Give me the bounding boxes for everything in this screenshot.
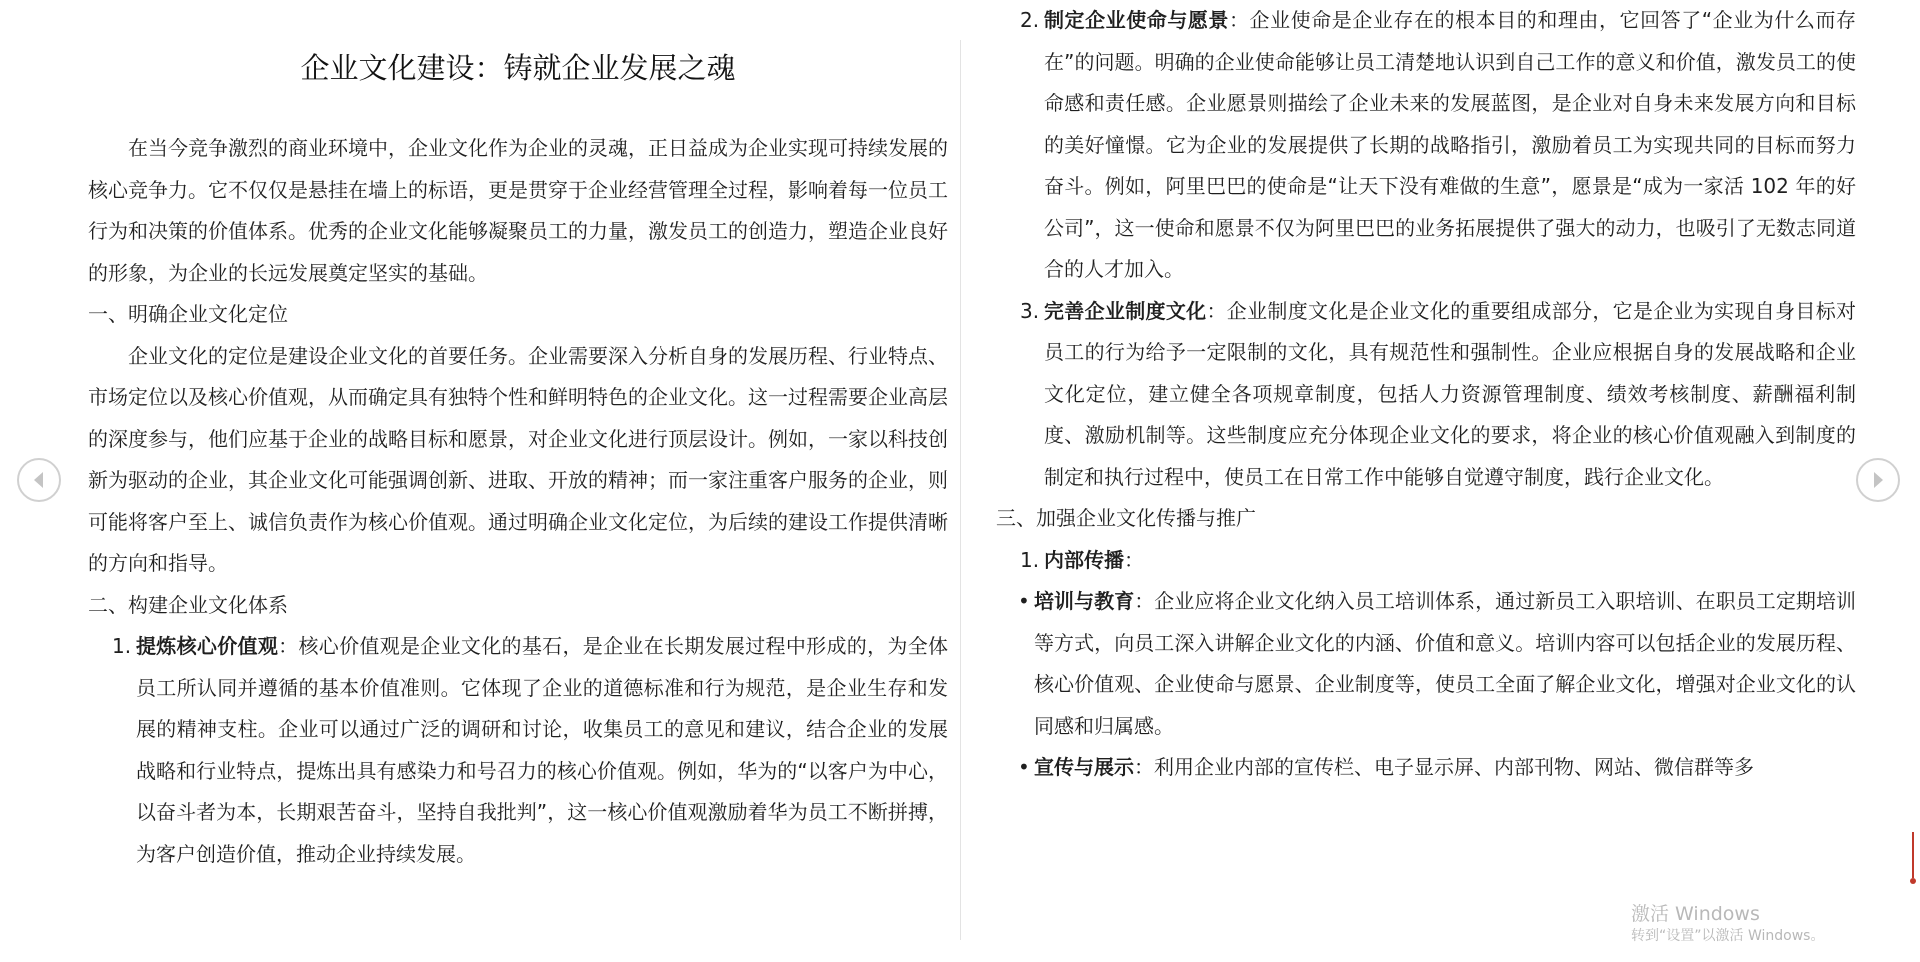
section-heading-2: 二、构建企业文化体系 [88, 592, 288, 617]
list-item-label: 制定企业使命与愿景 [1044, 8, 1229, 32]
chevron-left-icon [31, 470, 47, 490]
bullet-item-promotion [996, 747, 1856, 789]
section-heading-3: 三、加强企业文化传播与推广 [996, 506, 1256, 530]
list-item-number: 2. [1020, 8, 1040, 32]
list-item-label: 完善企业制度文化 [1044, 298, 1207, 323]
page-divider [960, 40, 961, 940]
bullet-label: 宣传与展示 [1034, 755, 1134, 779]
right-page [996, 0, 1856, 789]
bullet-dot: • [1018, 755, 1030, 779]
bullet-dot: • [1018, 589, 1030, 613]
thermometer-icon [1910, 832, 1916, 886]
activation-subtitle: 转到“设置”以激活 Windows。 [1631, 928, 1825, 944]
list-item-text: ： [1124, 547, 1144, 572]
next-page-button[interactable] [1856, 458, 1900, 502]
left-page [88, 0, 948, 875]
list-item-number: 1. [112, 634, 132, 658]
windows-activation-watermark [1631, 902, 1824, 946]
list-item-institutional-culture [996, 291, 1856, 499]
prev-page-button[interactable] [17, 458, 61, 502]
section-1-paragraph: 企业文化的定位是建设企业文化的首要任务。企业需要深入分析自身的发展历程、行业特点、市场定位以及核心价值观，从而确定具有独特个性和鲜明特色的企业文化。这一过程需要企业高层的深度参与，他们应基于企业的战略目标和愿景，对企业文化进行顶层设计。例如，一家以科技创新为驱动的企业，其企业文化可能强调创新、进取、开放的精神；而一家注重客户服务的企业，则可能将客户至上、诚信负责作为核心价值观。通过明确企业文化定位，为后续的建设工作提供清晰的方向和指导。 [88, 343, 948, 575]
section-heading-1: 一、明确企业文化定位 [88, 302, 288, 326]
list-item-label: 提炼核心价值观 [136, 634, 279, 658]
list-item-number: 1. [1020, 547, 1040, 572]
intro-paragraph: 在当今竞争激烈的商业环境中，企业文化作为企业的灵魂，正日益成为企业实现可持续发展的核心竞争力。它不仅仅是悬挂在墙上的标语，更是贯穿于企业经营管理全过程，影响着每一位员工行为和决策的价值体系。优秀的企业文化能够凝聚员工的力量，激发员工的创造力，塑造企业良好的形象，为企业的长远发展奠定坚实的基础。 [88, 136, 948, 285]
list-item-text: ：企业使命是企业存在的根本目的和理由，它回答了“企业为什么而存在”的问题。明确的企业使命能够让员工清楚地认识到自己工作的意义和价值，激发员工的使命感和责任感。企业愿景则描绘了企业未来的发展蓝图，是企业对自身未来发展方向和目标的美好憧憬。它为企业的发展提供了长期的战略指引，激励着员工为实现共同的目标而努力奋斗。例如，阿里巴巴的使命是“让天下没有难做的生意”，愿景是“成为一家活 102 年的好公司”，这一使命和愿景不仅为阿里巴巴的业务拓展提供了强大的动力，也吸引了无数志同道合的人才加入。 [1044, 8, 1856, 281]
list-item-text: ：核心价值观是企业文化的基石，是企业在长期发展过程中形成的，为全体员工所认同并遵循的基本价值准则。它体现了企业的道德标准和行为规范，是企业生存和发展的精神支柱。企业可以通过广泛的调研和讨论，收集员工的意见和建议，结合企业的发展战略和行业特点，提炼出具有感染力和号召力的核心价值观。例如，华为的“以客户为中心，以奋斗者为本，长期艰苦奋斗，坚持自我批判”，这一核心价值观激励着华为员工不断拼搏，为客户创造价值，推动企业持续发展。 [136, 634, 949, 866]
bullet-text: ：利用企业内部的宣传栏、电子显示屏、内部刊物、网站、微信群等多 [1134, 755, 1754, 779]
bullet-item-training [996, 581, 1856, 747]
list-item-number: 3. [1020, 298, 1040, 323]
list-item-internal-communication [996, 540, 1856, 582]
activation-title: 激活 Windows [1631, 903, 1760, 925]
list-item-core-values [88, 626, 948, 875]
chevron-right-icon [1870, 470, 1886, 490]
bullet-label: 培训与教育 [1034, 589, 1135, 613]
bullet-text: ：企业应将企业文化纳入员工培训体系，通过新员工入职培训、在职员工定期培训等方式，向员工深入讲解企业文化的内涵、价值和意义。培训内容可以包括企业的发展历程、核心价值观、企业使命与愿景、企业制度等，使员工全面了解企业文化，增强对企业文化的认同感和归属感。 [1034, 589, 1856, 738]
list-item-text: ：企业制度文化是企业文化的重要组成部分，它是企业为实现自身目标对员工的行为给予一定限制的文化，具有规范性和强制性。企业应根据自身的发展战略和企业文化定位，建立健全各项规章制度，包括人力资源管理制度、绩效考核制度、薪酬福利制度、激励机制等。这些制度应充分体现企业文化的要求，将企业的核心价值观融入到制度的制定和执行过程中，使员工在日常工作中能够自觉遵守制度，践行企业文化。 [1044, 298, 1857, 489]
list-item-label: 内部传播 [1044, 547, 1124, 572]
list-item-mission-vision [996, 0, 1856, 291]
document-title: 企业文化建设：铸就企业发展之魂 [300, 51, 736, 85]
